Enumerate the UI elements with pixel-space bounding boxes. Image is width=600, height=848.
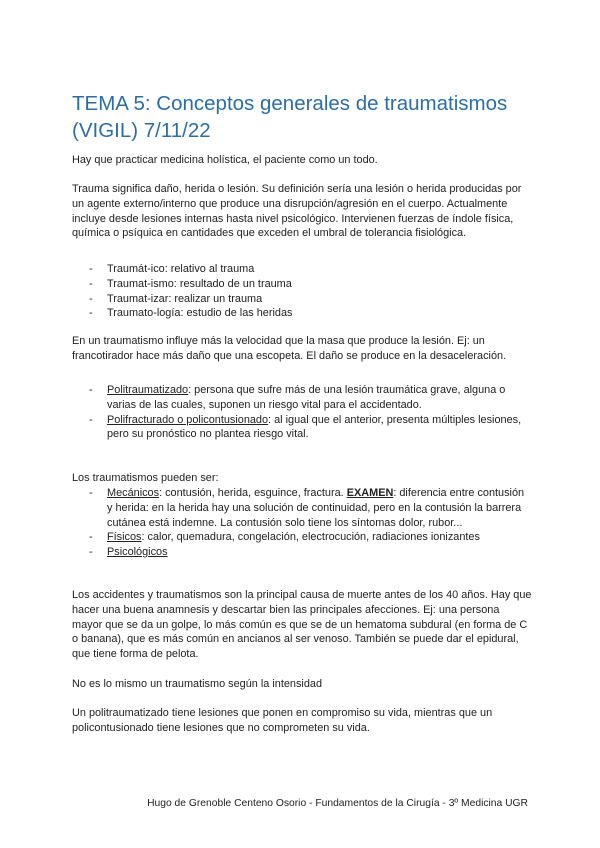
types-list [72, 486, 532, 560]
velocity-paragraph: En un traumatismo influye más la velocidad que la masa que produce la lesión. Ej: un francotirador hace más daño que una escopeta. El daño se produce en la desaceleración. [72, 335, 507, 362]
list-item [72, 486, 532, 530]
examen-label: EXAMEN [346, 487, 394, 499]
term-mecanicos: Mecánicos [107, 487, 160, 499]
list-item [72, 413, 532, 443]
list-item [72, 383, 532, 413]
page-footer: Hugo de Grenoble Centeno Osorio - Fundamentos de la Cirugía - 3º Medicina UGR [147, 798, 528, 809]
intro-paragraph: Hay que practicar medicina holística, el paciente como un todo. [72, 154, 378, 166]
term-psicologicos: Psicológicos [107, 546, 168, 559]
list-item: - Traumat-ismo: resultado de un trauma [72, 277, 532, 292]
term-politraumatizado: Politraumatizado [107, 384, 189, 396]
poli-list [72, 383, 532, 442]
mecanicos-text-2: : diferencia entre contusión y herida: en la herida hay una solución de continuidad, pero en la contusión la barrera cutánea está indemne. La contusión solo tiene los síntomas dolor, rubor... [107, 487, 525, 529]
accidents-paragraph: Los accidentes y traumatismos son la principal causa de muerte antes de los 40 años. Hay que hacer una buena anamnesis y descartar bien las principales afecciones. Ej: una persona mayor que se da un golpe, lo más común es que se de un hematoma subdural (en forma de C o banana), que es más común en ancianos al ser venoso. También se puede dar el epidural, que tiene forma de pelota. [72, 589, 532, 661]
def-politraumatizado: : persona que sufre más de una lesión traumática grave, alguna o varias de las cuales, suponen un riesgo vital para el accidentado. [107, 384, 506, 411]
terms-list [72, 262, 532, 321]
intensity-paragraph: No es lo mismo un traumatismo según la intensidad [72, 678, 323, 690]
trauma-definition-paragraph: Trauma significa daño, herida o lesión. Su definición sería una lesión o herida producidas por un agente externo/interno que produce una disrupción/agresión en el cuerpo. Actualmente incluye desde lesiones internas hasta nivel psicológico. Intervienen fuerzas de índole física, química o psíquica en cantidades que exceden el umbral de tolerancia fisiológica. [72, 183, 522, 240]
mecanicos-text: : contusión, herida, esguince, fractura. [159, 487, 347, 499]
politrauma-paragraph: Un politraumatizado tiene lesiones que ponen en compromiso su vida, mientras que un policontusionado tiene lesiones que no comprometen su vida. [72, 707, 493, 734]
list-item [72, 530, 532, 545]
list-item [72, 545, 532, 560]
def-polifracturado: : al igual que el anterior, presenta múltiples lesiones, pero su pronóstico no plantea riesgo vital. [107, 413, 522, 441]
list-item: - Traumát-ico: relativo al trauma [72, 262, 532, 277]
fisicos-text: : calor, quemadura, congelación, electrocución, radiaciones ionizantes [141, 531, 480, 544]
list-item: - Traumat-izar: realizar un trauma [72, 292, 532, 307]
page-title: TEMA 5: Conceptos generales de traumatismos (VIGIL) 7/11/22 [72, 92, 508, 142]
list-item: - Traumato-logía: estudio de las heridas [72, 306, 532, 321]
term-fisicos: Físicos [107, 531, 142, 544]
types-intro-paragraph: Los traumatismos pueden ser: [72, 472, 219, 484]
term-polifracturado: Polifracturado o policontusionado [107, 413, 269, 426]
